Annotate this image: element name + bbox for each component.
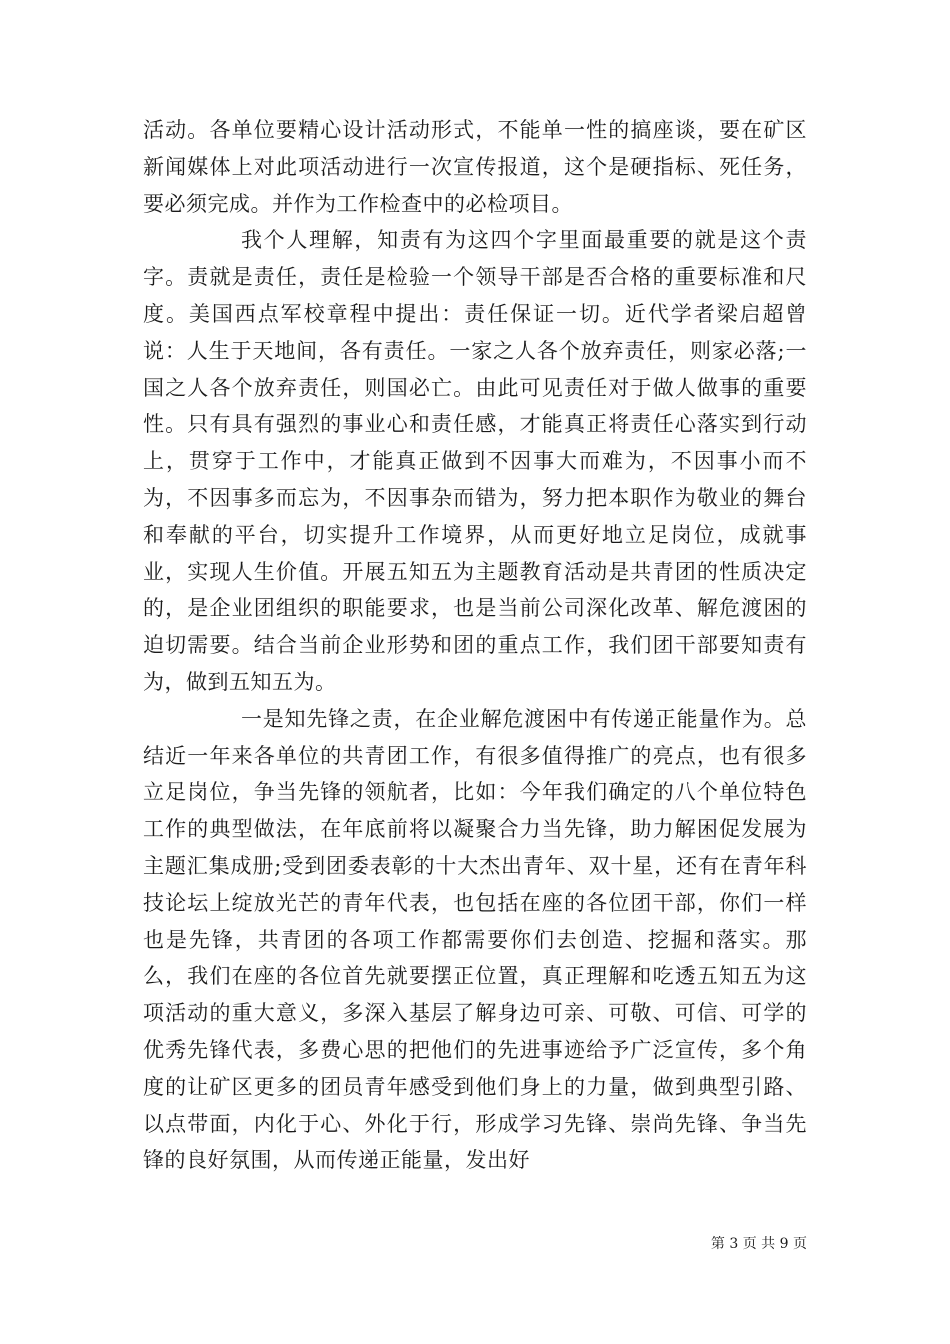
paragraph-1: 活动。各单位要精心设计活动形式，不能单一性的搞座谈，要在矿区新闻媒体上对此项活动进行一次宣传报道，这个是硬指标、死任务，要必须完成。并作为工作检查中的必检项目。 (143, 118, 807, 216)
document-body (143, 112, 807, 1179)
page-number-footer: 第 3 页 共 9 页 (710, 1236, 807, 1252)
paragraph-2: 我个人理解，知责有为这四个字里面最重要的就是这个责字。责就是责任，责任是检验一个领导干部是否合格的重要标准和尺度。美国西点军校章程中提出：责任保证一切。近代学者梁启超曾说：人生于天地间，各有责任。一家之人各个放弃责任，则家必落;一国之人各个放弃责任，则国必亡。由此可见责任对于做人做事的重要性。只有具有强烈的事业心和责任感，才能真正将责任心落实到行动上，贯穿于工作中，才能真正做到不因事大而难为，不因事小而不为，不因事多而忘为，不因事杂而错为，努力把本职作为敬业的舞台和奉献的平台，切实提升工作境界，从而更好地立足岗位，成就事业，实现人生价值。开展五知五为主题教育活动是共青团的性质决定的，是企业团组织的职能要求，也是当前公司深化改革、解危渡困的迫切需要。结合当前企业形势和团的重点工作，我们团干部要知责有为，做到五知五为。 (143, 228, 807, 694)
paragraph-3: 一是知先锋之责，在企业解危渡困中有传递正能量作为。总结近一年来各单位的共青团工作，有很多值得推广的亮点，也有很多立足岗位，争当先锋的领航者，比如：今年我们确定的八个单位特色工作的典型做法，在年底前将以凝聚合力当先锋，助力解困促发展为主题汇集成册;受到团委表彰的十大杰出青年、双十星，还有在青年科技论坛上绽放光芒的青年代表，也包括在座的各位团干部，你们一样也是先锋，共青团的各项工作都需要你们去创造、挖掘和落实。那么，我们在座的各位首先就要摆正位置，真正理解和吃透五知五为这项活动的重大意义，多深入基层了解身边可亲、可敬、可信、可学的优秀先锋代表，多费心思的把他们的先进事迹给予广泛宣传，多个角度的让矿区更多的团员青年感受到他们身上的力量，做到典型引路、以点带面，内化于心、外化于行，形成学习先锋、崇尚先锋、争当先锋的良好氛围，从而传递正能量，发出好 (143, 706, 807, 1173)
